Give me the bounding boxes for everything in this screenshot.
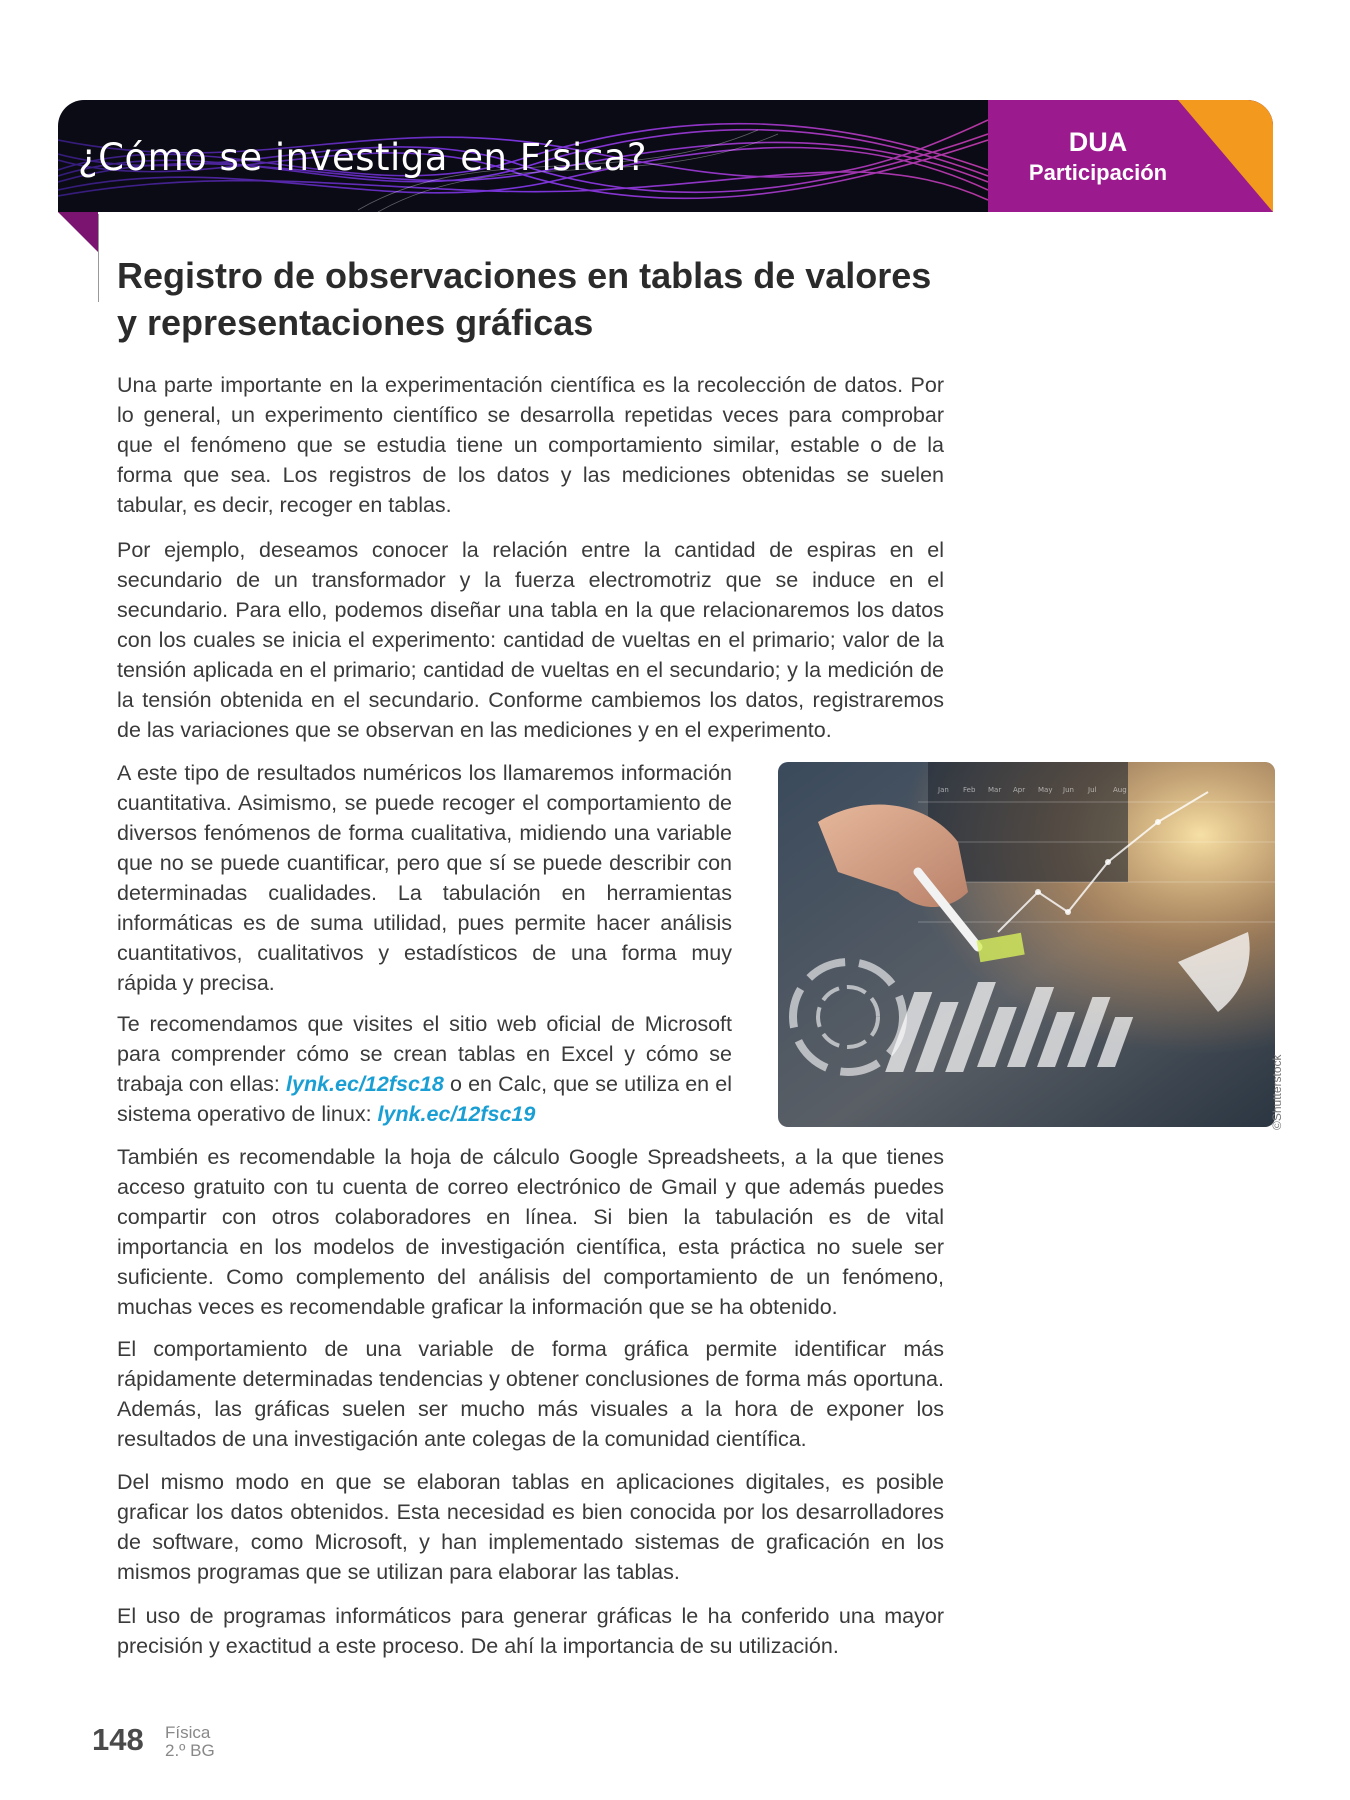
chart-month-1: Feb (963, 786, 976, 794)
link-calc[interactable]: lynk.ec/12fsc19 (377, 1102, 536, 1126)
paragraph-1: Una parte importante en la experimentación científica es la recolección de datos. Por lo general, un experimento científico se desarrolla repetidas veces para comprobar que el fenómeno que se estudia tiene un comportamiento similar, estable o de la forma que sea. Los registros de los datos y las mediciones obtenidas se suelen tabular, es decir, recoger en tablas. (117, 373, 944, 517)
dua-label: DUA (1068, 127, 1128, 157)
analytics-illustration (778, 762, 1275, 1127)
heading-line-2: y representaciones gráficas (117, 302, 594, 343)
chart-month-3: Apr (1013, 786, 1026, 794)
heading-line-1: Registro de observaciones en tablas de valores (117, 255, 932, 296)
section-title: ¿Cómo se investiga en Física? (78, 136, 647, 179)
chart-month-4: May (1038, 786, 1053, 794)
link-excel[interactable]: lynk.ec/12fsc18 (286, 1072, 444, 1096)
dua-sublabel: Participación (1028, 160, 1168, 185)
chart-month-6: Jul (1088, 786, 1097, 794)
photo-credit: ©Shutterstock (1270, 1054, 1284, 1130)
paragraph-2: Por ejemplo, deseamos conocer la relación entre la cantidad de espiras en el secundario de un transformador y la fuerza electromotriz que se induce en el secundario. Para ello, podemos diseñar una tabla en la que relacionaremos los datos con los cuales se inicia el experimento: cantidad de vueltas en el primario; valor de la tensión aplicada en el primario; cantidad de vueltas en el secundario; y la medición de la tensión obtenida en el secundario. Conforme cambiemos los datos, registraremos de las variaciones que se observan en las mediciones y en el experimento. (117, 538, 944, 742)
chart-month-2: Mar (988, 786, 1002, 794)
paragraph-4-text-b: o en Calc, que se utiliza en el sistema operativo de linux: (117, 1072, 733, 1126)
paragraph-8: El uso de programas informáticos para generar gráficas le ha conferido una mayor precisión y exactitud a este proceso. De ahí la importancia de su utilización. (117, 1604, 944, 1658)
paragraph-7: Del mismo modo en que se elaboran tablas en aplicaciones digitales, es posible graficar los datos obtenidos. Esta necesidad es bien conocida por los desarrolladores de software, como Microsoft, y han implementado sistemas de graficación en los mismos programas que se utilizan para elaborar las tablas. (117, 1470, 944, 1584)
footer-subject (165, 1724, 215, 1760)
chart-month-0: Jan (938, 786, 949, 794)
subject-name: Física (165, 1723, 211, 1742)
page-number: 148 (92, 1722, 144, 1757)
paragraph-5: También es recomendable la hoja de cálculo Google Spreadsheets, a la que tienes acceso gratuito con tu cuenta de correo electrónico de Gmail y que además puedes compartir con otros colaboradores en línea. Si bien la tabulación es de vital importancia en los modelos de investigación científica, esta práctica no suele ser suficiente. Como complemento del análisis del comportamiento de un fenómeno, muchas veces es recomendable graficar la información que se ha obtenido. (117, 1145, 944, 1319)
heading-rule (98, 214, 99, 302)
grade-label: 2.º BG (165, 1741, 215, 1760)
paragraph-4 (117, 1009, 732, 1129)
chart-month-7: Aug (1113, 786, 1127, 794)
paragraph-3: A este tipo de resultados numéricos los llamaremos información cuantitativa. Asimismo, se puede recoger el comportamiento de diversos fenómenos de forma cualitativa, midiendo una variable que no se puede cuantificar, pero que sí se puede describir con determinadas cualidades. La tabulación en herramientas informáticas es de suma utilidad, pues permite hacer análisis cuantitativos, cualitativos y estadísticos de una forma muy rápida y precisa. (117, 761, 732, 995)
paragraph-4-text-a: Te recomendamos que visites el sitio web oficial de Microsoft para comprender cómo se crean tablas en Excel y cómo se trabaja con ellas: (117, 1012, 732, 1096)
chart-month-5: Jun (1063, 786, 1074, 794)
analytics-photo (778, 762, 1275, 1127)
corner-fold-decoration (58, 212, 98, 252)
paragraph-6: El comportamiento de una variable de forma gráfica permite identificar más rápidamente determinadas tendencias y obtener conclusiones de forma más oportuna. Además, las gráficas suelen ser mucho más visuales a la hora de exponer los resultados de una investigación ante colegas de la comunidad científica. (117, 1337, 944, 1451)
page-heading (117, 252, 957, 346)
